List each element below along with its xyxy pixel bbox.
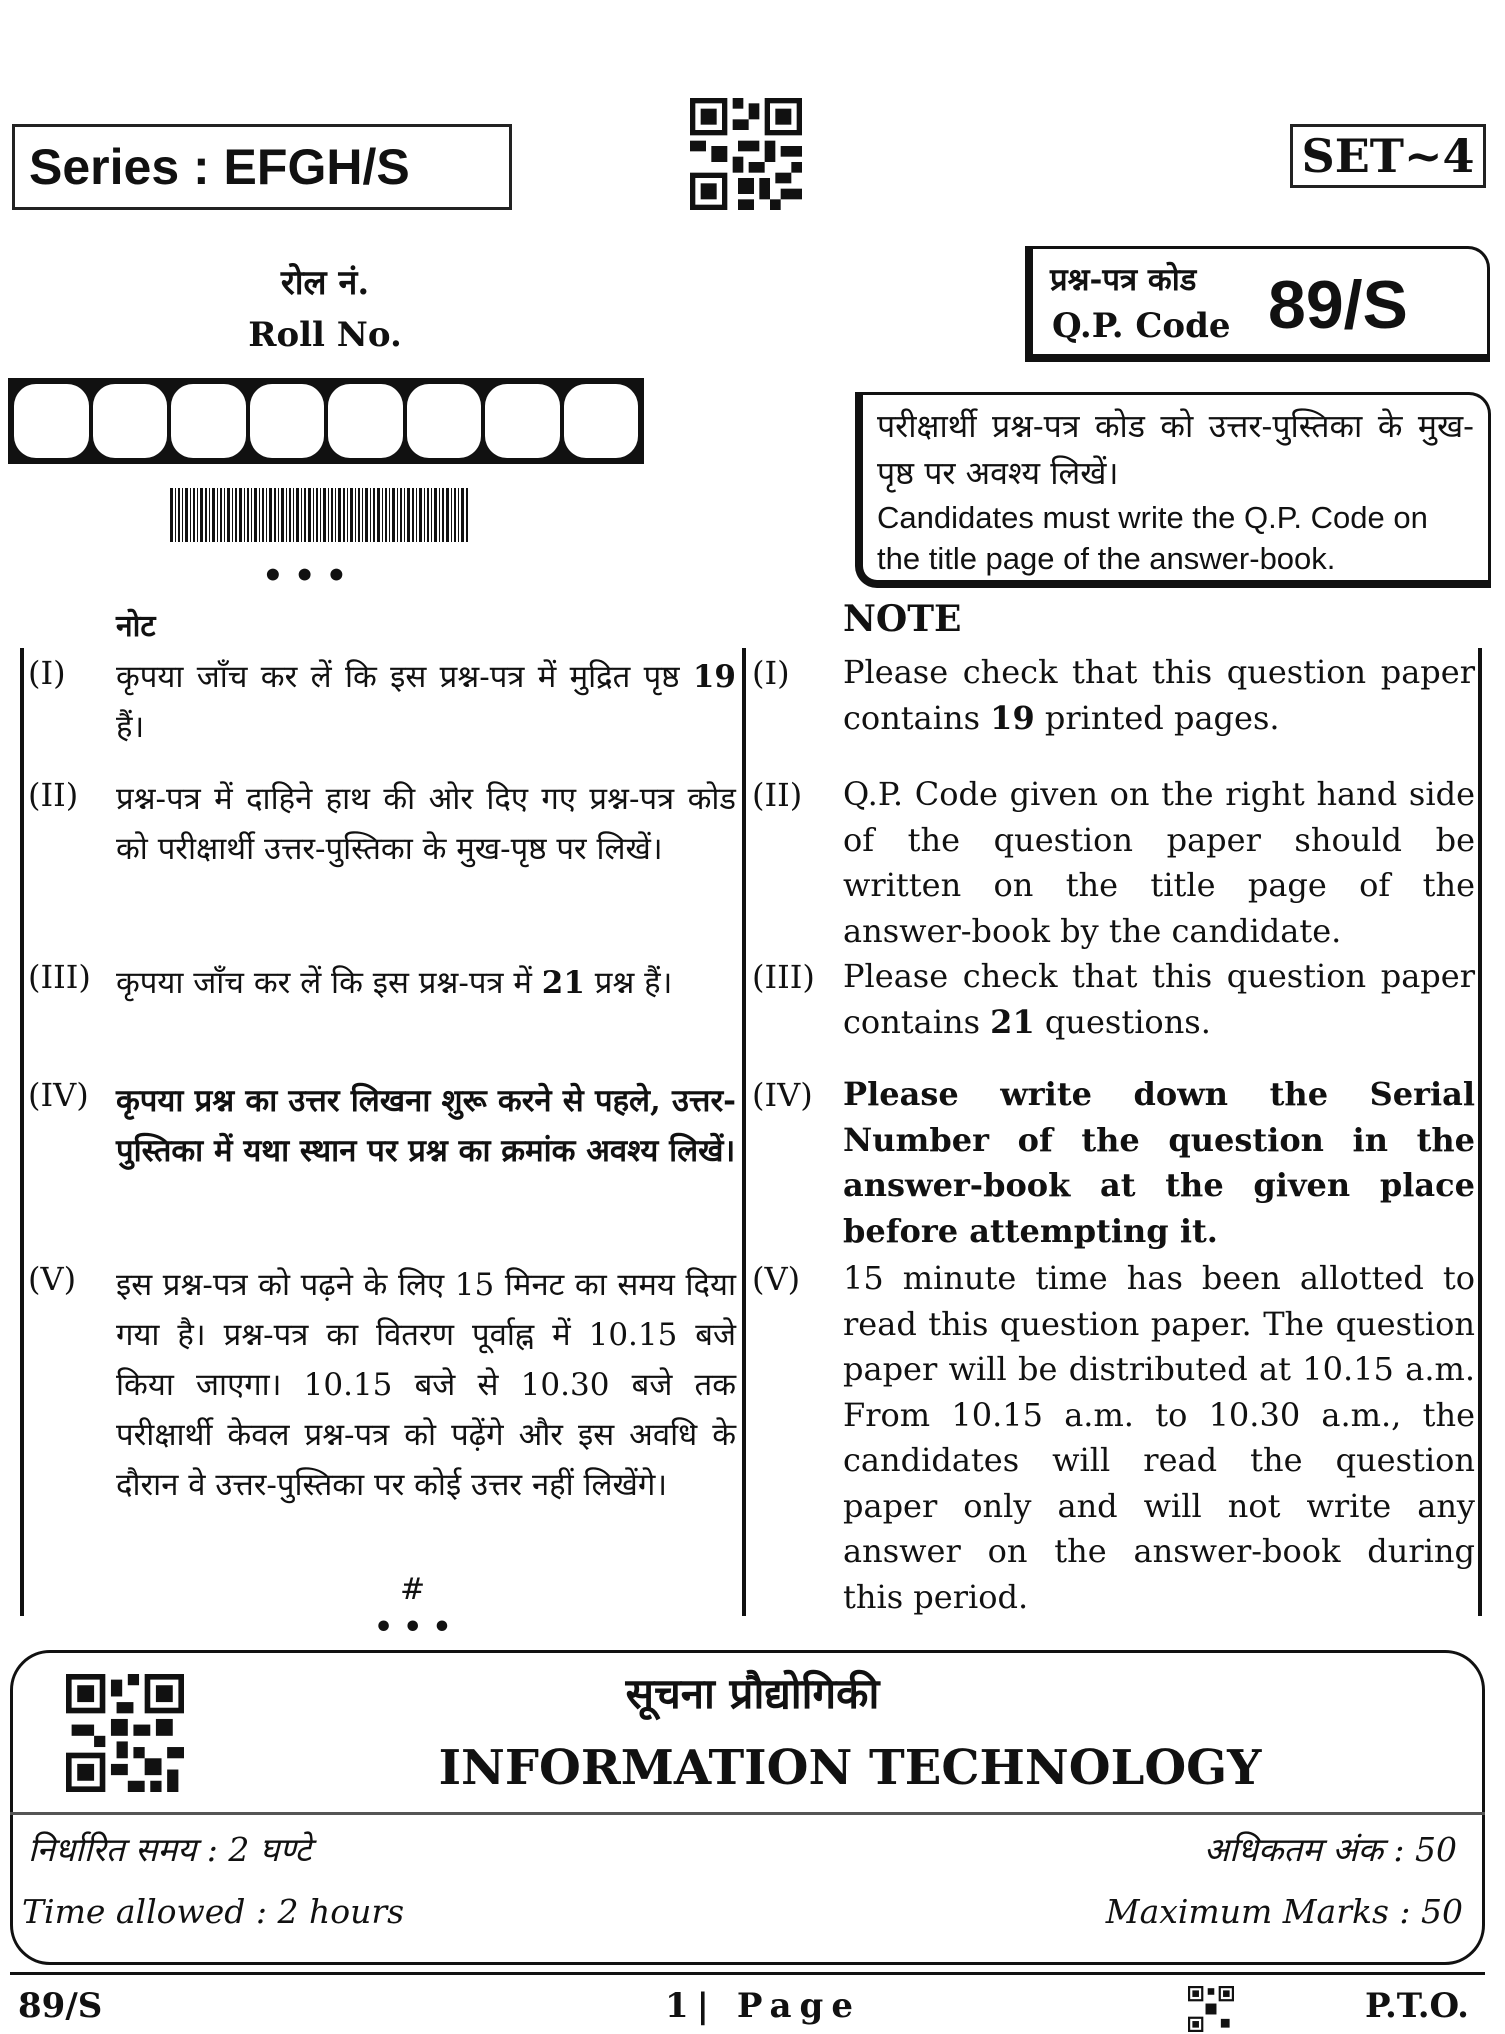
note-text-hindi: इस प्रश्न-पत्र को पढ़ने के लिए 15 मिनट का समय दिया गया है। प्रश्न-पत्र का वितरण पूर्वाह्न में 10.15 बजे किया जाएगा। 10.15 बजे से 10.30 बजे तक परीक्षार्थी केवल प्रश्न-पत्र को पढ़ेंगे और इस अवधि के दौरान वे उत्तर-पुस्तिका पर कोई उत्तर नहीं लिखेंगे। <box>116 1267 736 1503</box>
note-number-hindi: (I) <box>28 654 66 692</box>
time-allowed-english: Time allowed : 2 hours <box>22 1892 405 1931</box>
note-text-hindi: कृपया जाँच कर लें कि इस प्रश्न-पत्र में मुद्रित पृष्ठ 19 हैं। <box>116 659 736 745</box>
roll-digit-box[interactable] <box>328 384 403 458</box>
note-number-hindi: (III) <box>28 958 91 996</box>
footer-divider <box>10 1972 1485 1975</box>
qp-code-label-english: Q.P. Code <box>1052 306 1231 346</box>
note-number-hindi: (II) <box>28 776 79 814</box>
hash-mark: # <box>400 1572 426 1607</box>
note-text-english: Q.P. Code given on the right hand side of the question paper should be written on the title page of the answer-book by the candidate. <box>843 775 1475 950</box>
note-number-english: (III) <box>752 958 815 996</box>
roll-digit-box[interactable] <box>564 384 639 458</box>
left-border-line <box>20 648 24 1616</box>
roll-digit-box[interactable] <box>250 384 325 458</box>
candidate-instruction-english: Candidates must write the Q.P. Code on the title page of the answer-book. <box>877 500 1428 576</box>
roll-digit-box[interactable] <box>171 384 246 458</box>
note-number-english: (II) <box>752 776 803 814</box>
set-label <box>1290 124 1486 188</box>
roll-digit-box[interactable] <box>407 384 482 458</box>
footer-pto: P.T.O. <box>1365 1986 1469 2026</box>
note-number-english: (V) <box>752 1260 801 1298</box>
subject-title-hindi: सूचना प्रौद्योगिकी <box>625 1669 880 1718</box>
note-text-english: Please write down the Serial Number of the question in the answer-book at the given place before attempting it. <box>843 1075 1475 1250</box>
max-marks-hindi: अधिकतम अंक : 50 <box>1203 1830 1457 1869</box>
note-number-hindi: (V) <box>28 1260 77 1298</box>
time-allowed-hindi: निर्धारित समय : 2 घण्टे <box>28 1830 312 1869</box>
footer-qp-code: 89/S <box>18 1986 103 2026</box>
note-text-hindi: कृपया प्रश्न का उत्तर लिखना शुरू करने से पहले, उत्तर-पुस्तिका में यथा स्थान पर प्रश्न का क्रमांक अवश्य लिखें। <box>116 1083 736 1169</box>
note-number-english: (I) <box>752 654 790 692</box>
candidate-instruction-hindi: परीक्षार्थी प्रश्न-पत्र कोड को उत्तर-पुस्तिका के मुख-पृष्ठ पर अवश्य लिखें। <box>877 407 1474 492</box>
roll-number-boxes <box>8 378 644 464</box>
footer-page-number: 1| Page <box>665 1986 861 2026</box>
roll-digit-box[interactable] <box>93 384 168 458</box>
barcode-icon <box>170 488 470 542</box>
roll-digit-box[interactable] <box>14 384 89 458</box>
center-divider-line <box>742 648 746 1616</box>
series-label <box>12 124 512 210</box>
qp-code-label-hindi: प्रश्न-पत्र कोड <box>1050 262 1197 298</box>
note-text-english: Please check that this question paper contains 19 printed pages. <box>843 653 1475 737</box>
note-text-hindi: प्रश्न-पत्र में दाहिने हाथ की ओर दिए गए प्रश्न-पत्र कोड को परीक्षार्थी उत्तर-पुस्तिका के मुख-पृष्ठ पर लिखें। <box>116 781 736 867</box>
roll-no-english: Roll No. <box>248 315 402 355</box>
note-text-english: Please check that this question paper contains 21 questions. <box>843 957 1475 1041</box>
note-text-english: 15 minute time has been allotted to read this question paper. The question paper will be distributed at 10.15 a.m. From 10.15 a.m. to 10.30 a.m., the candidates will read the question paper only and will not write any answer on the answer-book during this period. <box>843 1259 1475 1616</box>
note-heading-english: NOTE <box>843 598 962 640</box>
note-number-english: (IV) <box>752 1076 813 1114</box>
note-heading-hindi: नोट <box>116 609 156 644</box>
separator-dots: ••• <box>374 1610 462 1645</box>
right-border-line <box>1478 648 1482 1616</box>
qr-code-icon <box>690 98 802 210</box>
series-text: Series : EFGH/S <box>29 139 410 195</box>
separator-dots: ••• <box>262 556 358 596</box>
subject-divider <box>10 1812 1485 1815</box>
roll-digit-box[interactable] <box>485 384 560 458</box>
roll-no-hindi: रोल नं. <box>280 263 370 303</box>
qp-code-value: 89/S <box>1268 267 1408 343</box>
subject-title-english: INFORMATION TECHNOLOGY <box>438 1740 1262 1796</box>
note-text-hindi: कृपया जाँच कर लें कि इस प्रश्न-पत्र में 21 प्रश्न हैं। <box>116 965 673 1001</box>
note-number-hindi: (IV) <box>28 1076 89 1114</box>
qr-code-icon <box>1188 1986 1234 2032</box>
max-marks-english: Maximum Marks : 50 <box>1105 1892 1463 1931</box>
set-text: SET~4 <box>1301 129 1475 183</box>
candidate-instruction-box <box>855 392 1491 588</box>
